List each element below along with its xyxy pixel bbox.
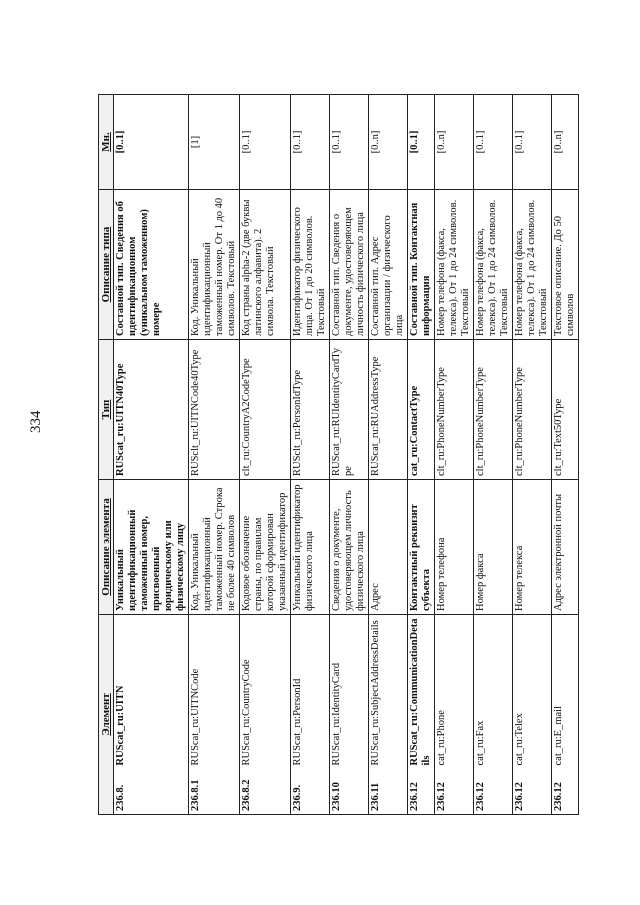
- element-description: Код. Уникальный идентификационный таможенный номер. Строка не более 40 символов: [189, 480, 240, 615]
- element-description: Адрес электронной почты: [552, 480, 579, 615]
- multiplicity: [0..1]: [240, 95, 291, 190]
- row-number: 236.10: [330, 769, 369, 815]
- type-description: Идентификатор физического лица. От 1 до 20 символов. Текстовый: [291, 190, 330, 340]
- type-description: Код страны alpha-2 (две буквы латинского алфавита). 2 символа. Текстовый: [240, 190, 291, 340]
- element-description: Контактный реквизит субъекта: [408, 480, 435, 615]
- row-number: 236.8.: [114, 769, 189, 815]
- element-type: clt_ru:PhoneNumberType: [474, 340, 513, 480]
- type-description: Номер телефона (факса, телекса). От 1 до 24 символов. Текстовый: [513, 190, 552, 340]
- element-name: cat_ru:E_mail: [552, 615, 579, 769]
- table-header-row: [99, 95, 114, 815]
- header-type: Тип: [99, 340, 114, 480]
- element-name: cat_ru:Fax: [474, 615, 513, 769]
- element-type: RUScat_ru:UITN40Type: [114, 340, 189, 480]
- header-description: Описание элемента: [99, 480, 114, 615]
- element-type: RUScat_ru:RUIdentityCardType: [330, 340, 369, 480]
- row-number: 236.12: [408, 769, 435, 815]
- element-description: Номер телефона: [435, 480, 474, 615]
- row-number: 236.12: [435, 769, 474, 815]
- table-row: [240, 95, 291, 815]
- multiplicity: [0..1]: [513, 95, 552, 190]
- type-description: Номер телефона (факса, телекса). От 1 до 24 символов. Текстовый: [474, 190, 513, 340]
- element-description: Уникальный идентификатор физического лица: [291, 480, 330, 615]
- table-row: [513, 95, 552, 815]
- element-type: clt_ru:CountryA2CodeType: [240, 340, 291, 480]
- multiplicity: [0..1]: [114, 95, 189, 190]
- element-name: RUScat_ru:PersonId: [291, 615, 330, 769]
- multiplicity: [0..1]: [291, 95, 330, 190]
- header-type-description: Описание типа: [99, 190, 114, 340]
- element-name: RUScat_ru:CommunicationDetails: [408, 615, 435, 769]
- type-description: Номер телефона (факса, телекса). От 1 до 24 символов. Текстовый: [435, 190, 474, 340]
- table-row: [408, 95, 435, 815]
- elements-table: [98, 94, 579, 815]
- table-body: [114, 95, 579, 815]
- element-description: Номер факса: [474, 480, 513, 615]
- element-type: cat_ru:ContactType: [408, 340, 435, 480]
- element-description: Адрес: [369, 480, 408, 615]
- element-name: RUScat_ru:UITN: [114, 615, 189, 769]
- element-name: RUScat_ru:IdentityCard: [330, 615, 369, 769]
- element-description: Кодовое обозначение страны, по правилам которой сформирован указанный идентификатор: [240, 480, 291, 615]
- type-description: Составной тип. Сведения об идентификационном (уникальном таможенном) номере: [114, 190, 189, 340]
- table-row: [474, 95, 513, 815]
- element-type: RUSclt_ru:PersonIdType: [291, 340, 330, 480]
- element-type: clt_ru:Text50Type: [552, 340, 579, 480]
- multiplicity: [0..1]: [330, 95, 369, 190]
- table-row: [369, 95, 408, 815]
- element-name: cat_ru:Phone: [435, 615, 474, 769]
- table-row: [189, 95, 240, 815]
- element-description: Номер телекса: [513, 480, 552, 615]
- element-type: RUSclt_ru:UITNCode40Type: [189, 340, 240, 480]
- table-row: [330, 95, 369, 815]
- table-row: [291, 95, 330, 815]
- type-description: Составной тип. Адрес организации / физического лица: [369, 190, 408, 340]
- header-element: Элемент: [99, 615, 114, 815]
- type-description: Текстовое описание. До 50 символов: [552, 190, 579, 340]
- row-number: 236.12: [474, 769, 513, 815]
- multiplicity: [0..n]: [369, 95, 408, 190]
- multiplicity: [0..1]: [474, 95, 513, 190]
- table-row: [114, 95, 189, 815]
- multiplicity: [1]: [189, 95, 240, 190]
- type-description: Составной тип. Контактная информация: [408, 190, 435, 340]
- row-number: 236.11: [369, 769, 408, 815]
- element-type: clt_ru:PhoneNumberType: [513, 340, 552, 480]
- row-number: 236.12: [513, 769, 552, 815]
- element-type: clt_ru:PhoneNumberType: [435, 340, 474, 480]
- element-type: RUScat_ru:RUAddressType: [369, 340, 408, 480]
- header-multiplicity: Мн.: [99, 95, 114, 190]
- multiplicity: [0..n]: [552, 95, 579, 190]
- row-number: 236.8.2: [240, 769, 291, 815]
- element-name: RUScat_ru:CountryCode: [240, 615, 291, 769]
- multiplicity: [0..n]: [435, 95, 474, 190]
- table-row: [435, 95, 474, 815]
- element-name: cat_ru:Telex: [513, 615, 552, 769]
- type-description: Составной тип. Сведения о документе, удостоверяющем личность физического лица: [330, 190, 369, 340]
- row-number: 236.8.1: [189, 769, 240, 815]
- element-name: RUScat_ru:UITNCode: [189, 615, 240, 769]
- page-number: 334: [28, 410, 44, 433]
- rotated-table-container: [98, 95, 598, 815]
- element-description: Уникальный идентификационный таможенный номер, присвоенный юридическому или физическому лицу: [114, 480, 189, 615]
- element-description: Сведения о документе, удостоверяющем личность физического лица: [330, 480, 369, 615]
- table-row: [552, 95, 579, 815]
- multiplicity: [0..1]: [408, 95, 435, 190]
- type-description: Код. Уникальный идентификационный таможенный номер. От 1 до 40 символов. Текстовый: [189, 190, 240, 340]
- element-name: RUScat_ru:SubjectAddressDetails: [369, 615, 408, 769]
- row-number: 236.9.: [291, 769, 330, 815]
- row-number: 236.12: [552, 769, 579, 815]
